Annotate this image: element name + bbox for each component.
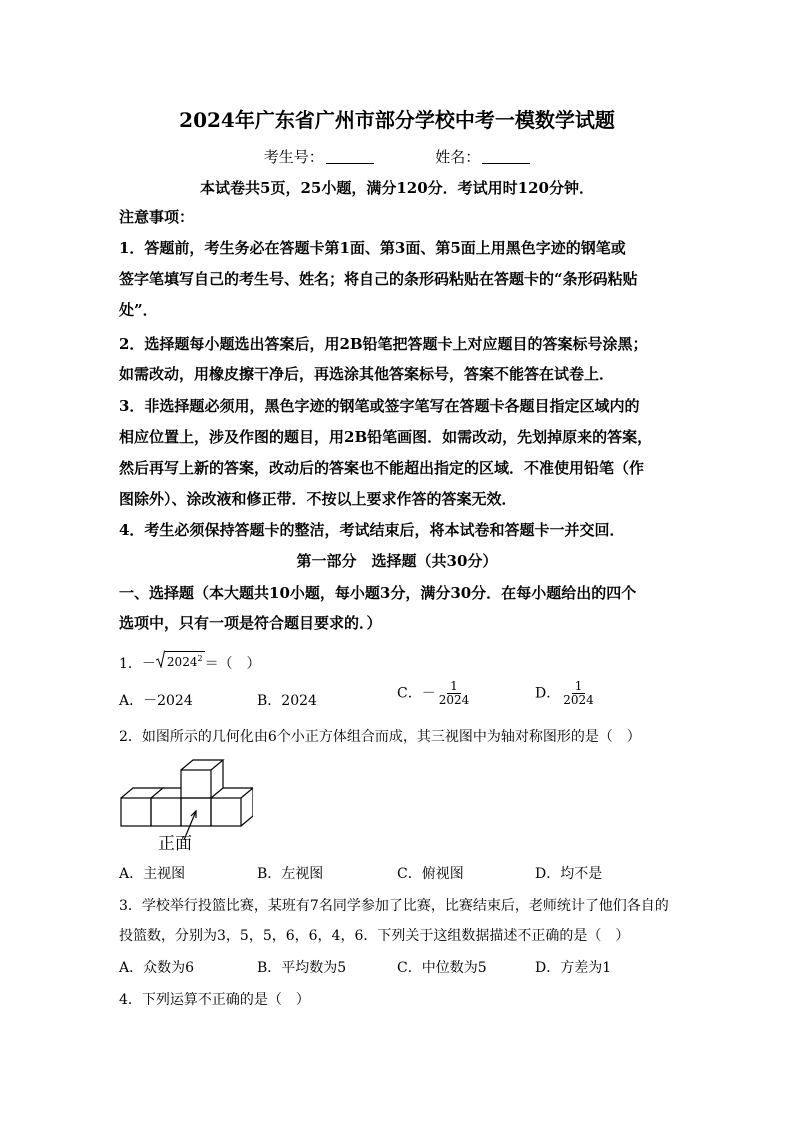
q1-tail: ＝（ ） <box>204 656 261 672</box>
notes-line: 签字笔填写自己的考生号、姓名；将自己的条形码粘贴在答题卡的“条形码粘贴 <box>119 270 638 288</box>
notes-line: 然后再写上新的答案，改动后的答案也不能超出指定的区域．不准使用铅笔（作 <box>119 459 645 477</box>
q1-option-d-fraction: $\frac{1}{2024}$ <box>563 679 594 707</box>
notes-line: 2．选择题每小题选出答案后，用2B铅笔把答题卡上对应题目的答案标号涂黑； <box>119 335 648 353</box>
question-3-cont: 投篮数，分别为3，5，5，6，6，4，6．下列关于这组数据描述不正确的是（ ） <box>119 928 630 944</box>
front-view-label: 正面 <box>158 834 192 854</box>
q3-option-d: D．方差为1 <box>535 960 612 976</box>
notes-line: 处”． <box>119 301 158 319</box>
q1-minus: － <box>141 656 156 672</box>
notes-heading: 注意事项： <box>119 208 195 226</box>
notes-line: 3．非选择题必须用，黑色字迹的钢笔或签字笔写在答题卡各题目指定区域内的 <box>119 397 640 415</box>
section-instructions: 一、选择题（本大题共10小题，每小题3分，满分30分．在每小题给出的四个 <box>119 584 637 602</box>
question-number: 1． <box>119 656 142 672</box>
q1-exponent: 2 <box>197 654 203 663</box>
q2-option-d: D．均不是 <box>535 866 603 882</box>
question-4: 4．下列运算不正确的是（ ） <box>119 992 310 1008</box>
notes-line: 相应位置上，涉及作图的题目，用2B铅笔画图．如需改动，先划掉原来的答案， <box>119 428 653 446</box>
radical-sign-icon <box>156 650 165 668</box>
q2-option-a: A．主视图 <box>119 866 186 882</box>
q1-radicand: 2024 <box>166 655 198 669</box>
exam-intro: 本试卷共5页，25小题，满分120分．考试用时120分钟． <box>200 179 594 197</box>
question-3: 3．学校举行投篮比赛，某班有7名同学参加了比赛，比赛结束后，老师统计了他们各自的 <box>119 898 669 914</box>
candidate-name-blank <box>482 149 530 164</box>
q2-option-b: B．左视图 <box>257 866 324 882</box>
q1-option-c <box>397 680 472 707</box>
notes-line: 如需改动，用橡皮擦干净后，再选涂其他答案标号，答案不能答在试卷上． <box>119 365 615 383</box>
q1-option-d <box>535 680 597 707</box>
candidate-name-label: 姓名： <box>435 148 481 166</box>
q1-option-c-fraction: $\frac{1}{2024}$ <box>438 679 470 707</box>
candidate-info <box>0 146 794 167</box>
q1-sqrt <box>156 650 205 669</box>
notes-line: 4．考生必须保持答题卡的整洁，考试结束后，将本试卷和答题卡一并交回． <box>119 521 625 539</box>
candidate-id-label: 考生号： <box>263 148 324 166</box>
q3-option-b: B．平均数为5 <box>257 960 347 976</box>
q1-option-c-prefix: C．－ <box>397 685 436 702</box>
q2-option-c: C．俯视图 <box>397 866 464 882</box>
q1-option-a: A．－2024 <box>119 693 193 709</box>
question-2: 2．如图所示的几何化由6个小正方体组合而成，其三视图中为轴对称图形的是（ ） <box>119 729 641 745</box>
exam-title: 2024年广东省广州市部分学校中考一模数学试题 <box>179 108 615 132</box>
notes-line: 1．答题前，考生务必在答题卡第1面、第3面、第5面上用黑色字迹的钢笔或 <box>119 239 626 257</box>
q1-option-d-prefix: D． <box>535 685 561 702</box>
question-1 <box>119 650 261 673</box>
part1-heading: 第一部分 选择题（共30分） <box>296 552 498 570</box>
notes-line: 图除外）、涂改液和修正带．不按以上要求作答的答案无效． <box>119 490 517 508</box>
q3-option-c: C．中位数为5 <box>397 960 487 976</box>
q3-option-a: A．众数为6 <box>119 960 195 976</box>
q1-option-b: B．2024 <box>257 693 317 709</box>
candidate-id-blank <box>326 149 374 164</box>
section-instructions: 选项中，只有一项是符合题目要求的．） <box>119 614 382 632</box>
